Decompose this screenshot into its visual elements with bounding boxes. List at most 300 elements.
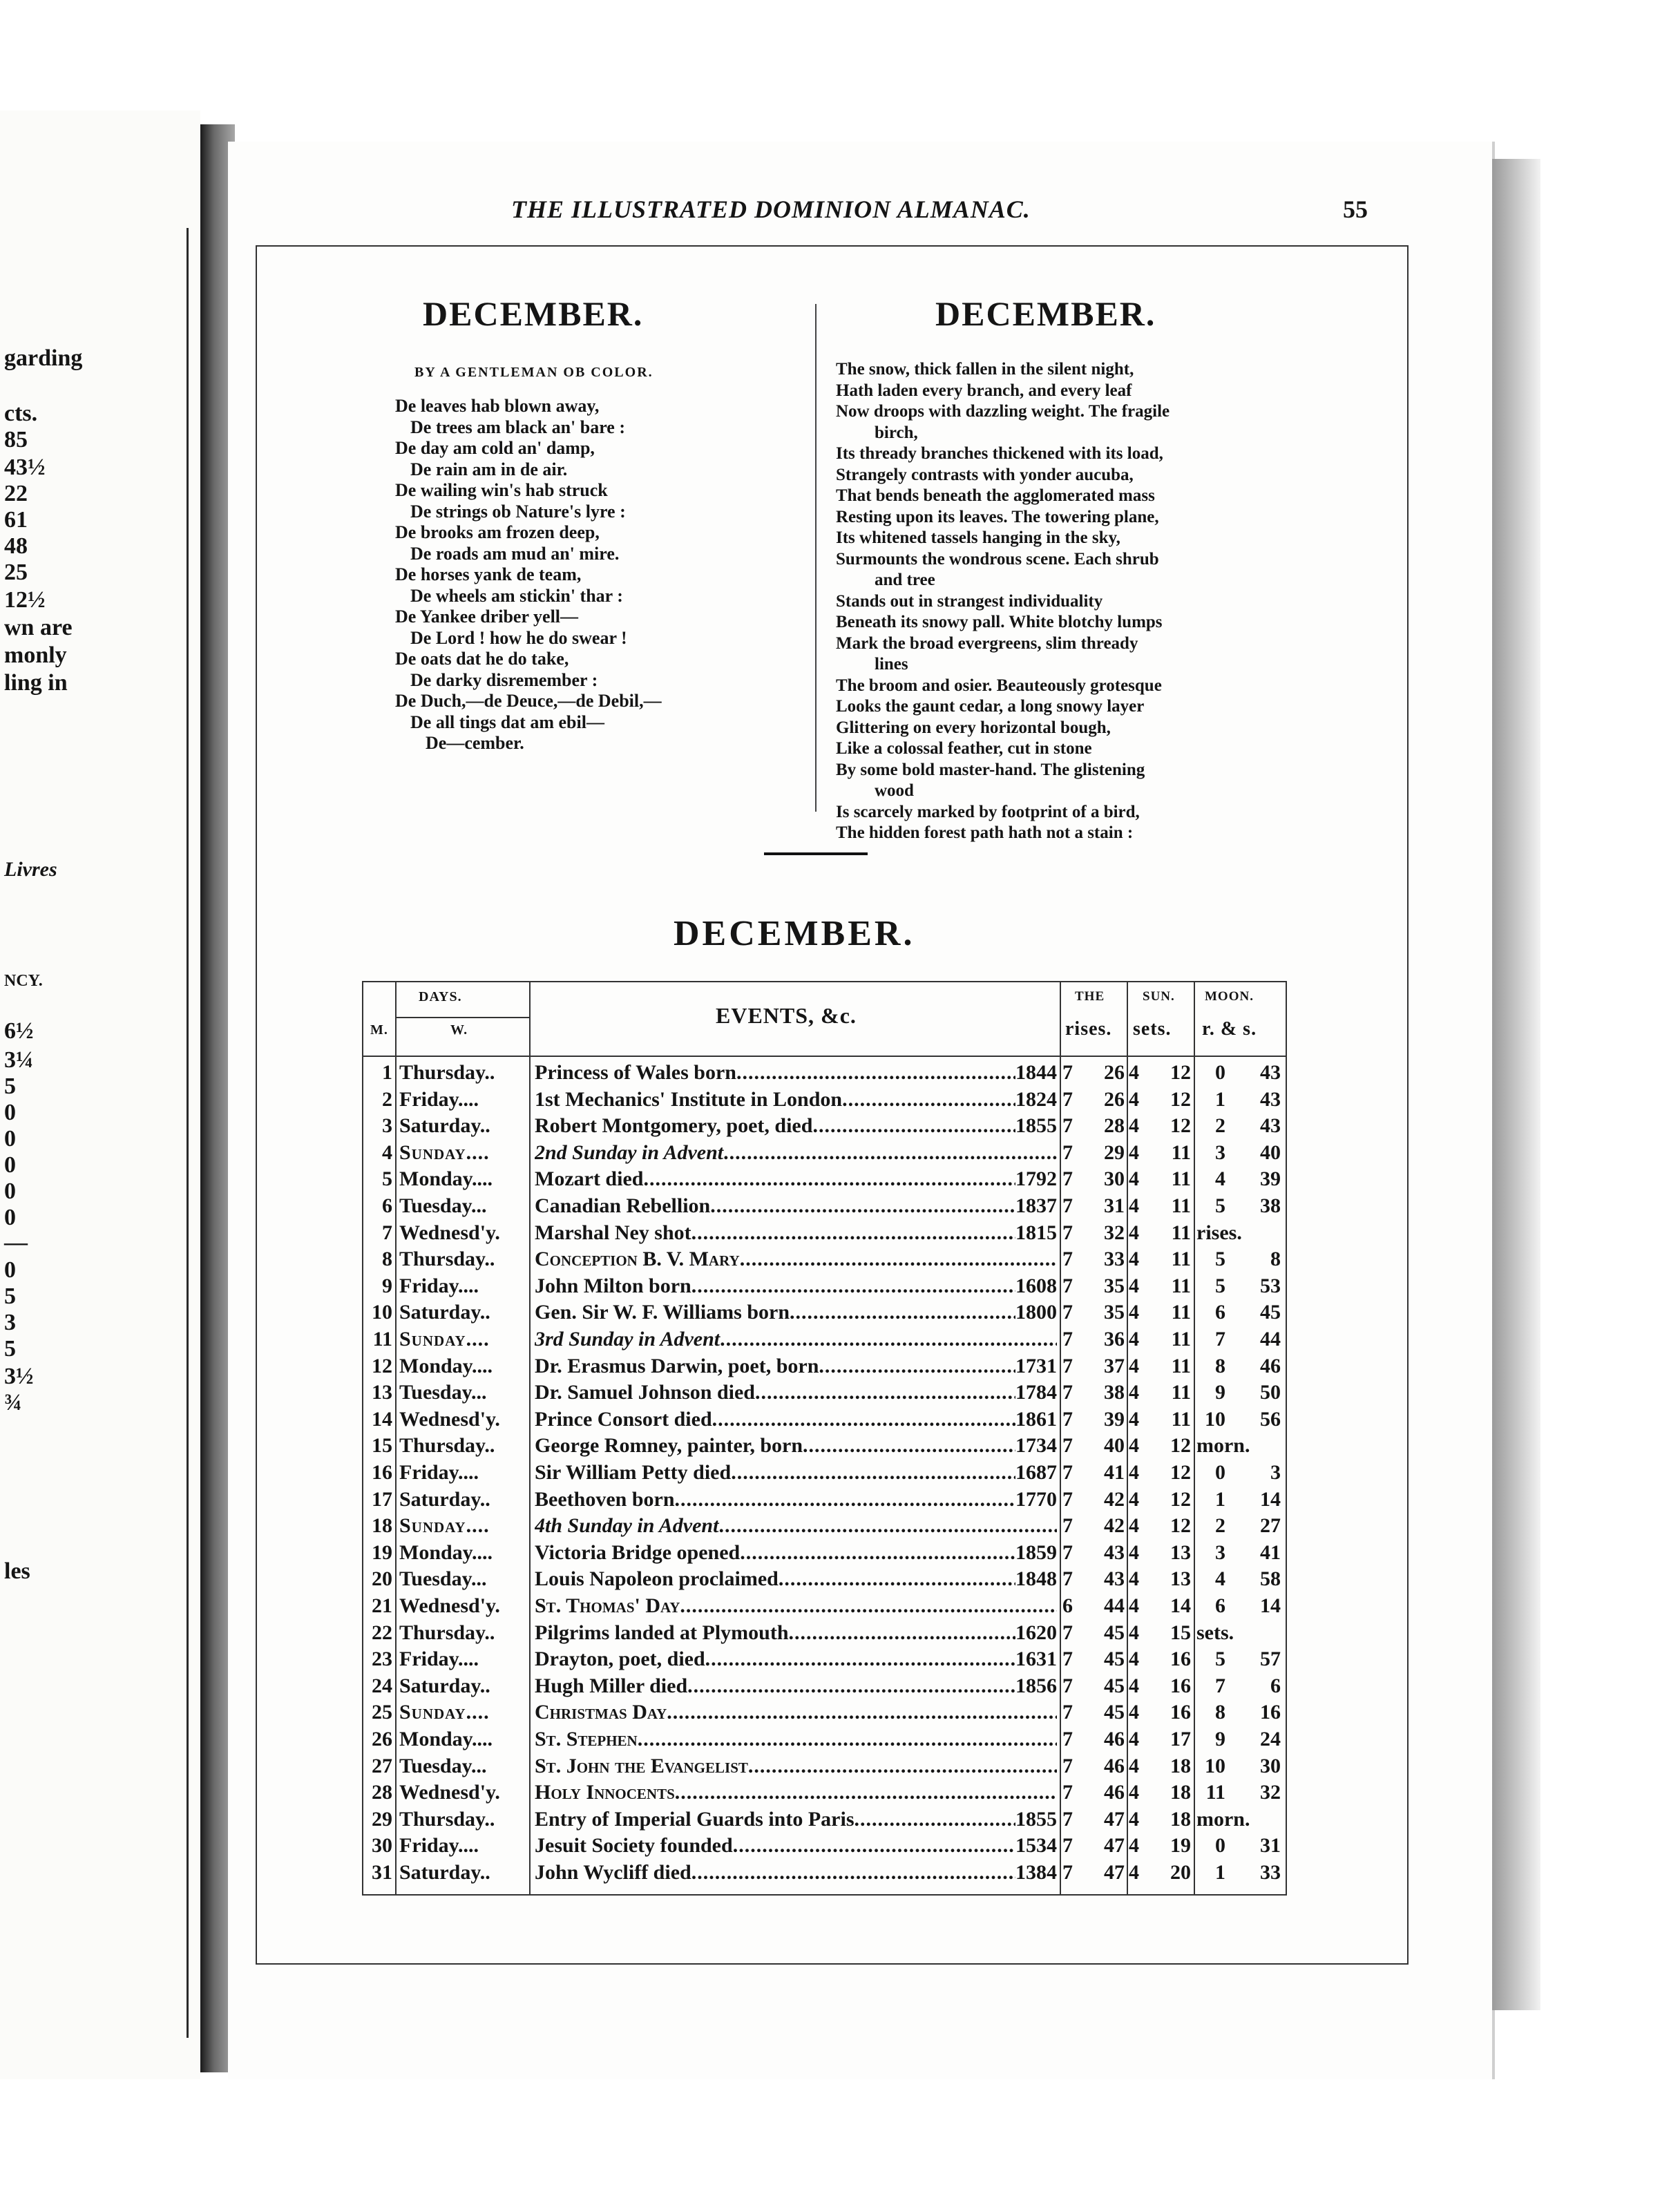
weekday: Friday.... bbox=[399, 1087, 479, 1111]
left-page-fragment-text: wn are bbox=[4, 615, 73, 640]
sun-set-hour: 4 bbox=[1129, 1381, 1139, 1404]
left-page-fragment-text: 48 bbox=[4, 533, 28, 559]
table-row bbox=[363, 1779, 1286, 1806]
sun-rise-min: 35 bbox=[1104, 1274, 1125, 1297]
left-page-fragment-text: 61 bbox=[4, 507, 28, 533]
sun-set-hour: 4 bbox=[1129, 1434, 1139, 1458]
event-name: Louis Napoleon proclaimed bbox=[535, 1567, 779, 1591]
sun-rise-hour: 7 bbox=[1062, 1834, 1073, 1858]
moon-min: 6 bbox=[1270, 1674, 1281, 1697]
sun-set-min: 16 bbox=[1170, 1648, 1191, 1671]
poem-line: Its whitened tassels hanging in the sky, bbox=[836, 528, 1120, 547]
event-name: 1st Mechanics' Institute in London bbox=[535, 1087, 843, 1111]
table-row bbox=[363, 1646, 1286, 1673]
poem-line: The broom and osier. Beauteously grotesque bbox=[836, 676, 1162, 695]
sun-rise-hour: 7 bbox=[1062, 1567, 1073, 1591]
sun-set-min: 18 bbox=[1170, 1781, 1191, 1804]
sun-rise-hour: 7 bbox=[1062, 1434, 1073, 1458]
sun-set-hour: 4 bbox=[1129, 1487, 1139, 1511]
poem-line: Resting upon its leaves. The towering plane, bbox=[836, 507, 1159, 526]
event-name: Canadian Rebellion bbox=[535, 1194, 711, 1217]
sun-set-hour: 4 bbox=[1129, 1221, 1139, 1244]
sun-rise-min: 36 bbox=[1104, 1328, 1125, 1350]
moon-hour: 7 bbox=[1215, 1328, 1225, 1350]
event-cell bbox=[535, 1193, 1057, 1220]
event-cell bbox=[535, 1513, 1057, 1540]
leader-dots bbox=[691, 1860, 1015, 1887]
weekday: Wednesd'y. bbox=[399, 1594, 500, 1617]
weekday: Monday.... bbox=[399, 1167, 493, 1191]
moon-hour: 4 bbox=[1215, 1567, 1225, 1591]
calendar-title: DECEMBER. bbox=[674, 914, 915, 953]
left-page-fragment-text: 3¼ bbox=[4, 1047, 34, 1073]
event-cell bbox=[535, 1699, 1057, 1726]
day-of-month: 12 bbox=[372, 1354, 392, 1377]
sun-rise-min: 33 bbox=[1104, 1248, 1125, 1271]
moon-min: 14 bbox=[1260, 1594, 1281, 1617]
weekday: Saturday.. bbox=[399, 1861, 490, 1884]
sun-rise-min: 32 bbox=[1104, 1221, 1125, 1244]
event-year: 1855 bbox=[1015, 1807, 1057, 1831]
sun-set-min: 12 bbox=[1170, 1461, 1191, 1484]
sun-set-min: 12 bbox=[1170, 1434, 1191, 1458]
event-cell bbox=[535, 1433, 1057, 1460]
event-name: Entry of Imperial Guards into Paris bbox=[535, 1807, 855, 1831]
poem-line: Is scarcely marked by footprint of a bird, bbox=[836, 802, 1140, 821]
events-header: EVENTS, &c. bbox=[716, 1003, 857, 1028]
sun-rise-hour: 7 bbox=[1062, 1194, 1073, 1217]
table-row bbox=[363, 1353, 1286, 1380]
poem-line: The hidden forest path hath not a stain : bbox=[836, 823, 1134, 842]
poem-line: Surmounts the wondrous scene. Each shrub bbox=[836, 549, 1159, 569]
moon-hour: 5 bbox=[1215, 1274, 1225, 1297]
sun-rise-min: 26 bbox=[1104, 1061, 1125, 1084]
sun-set-hour: 4 bbox=[1129, 1061, 1139, 1084]
sun-rise-min: 41 bbox=[1104, 1461, 1125, 1484]
sun-rise-min: 47 bbox=[1104, 1861, 1125, 1884]
poem-line: De Duch,—de Deuce,—de Debil,— bbox=[395, 691, 662, 711]
weekday: Thursday.. bbox=[399, 1807, 495, 1831]
poem-right bbox=[836, 359, 1170, 844]
event-name: Conception B. V. Mary bbox=[535, 1248, 740, 1271]
page-edge-shadow bbox=[1492, 159, 1540, 2010]
left-page-fragment-text: ling in bbox=[4, 670, 68, 696]
sun-set-min: 12 bbox=[1170, 1514, 1191, 1538]
left-page-fragment-text: 5 bbox=[4, 1336, 16, 1362]
day-of-month: 20 bbox=[372, 1567, 392, 1591]
moon-min: 39 bbox=[1260, 1167, 1281, 1191]
table-row bbox=[363, 1726, 1286, 1753]
leader-dots bbox=[803, 1433, 1015, 1460]
leader-dots bbox=[667, 1699, 1057, 1726]
moon-hour: 0 bbox=[1215, 1461, 1225, 1484]
sun-set-min: 11 bbox=[1171, 1248, 1191, 1271]
leader-dots bbox=[718, 1513, 1057, 1540]
event-cell bbox=[535, 1806, 1057, 1833]
days-header: DAYS. bbox=[419, 989, 462, 1004]
leader-dots bbox=[723, 1140, 1057, 1167]
poem-line: De leaves hab blown away, bbox=[395, 396, 600, 416]
day-of-month: 28 bbox=[372, 1781, 392, 1804]
table-row bbox=[363, 1860, 1286, 1887]
leader-dots bbox=[755, 1380, 1015, 1406]
leader-dots bbox=[740, 1540, 1015, 1567]
event-year: 1848 bbox=[1015, 1567, 1057, 1591]
moon-min: 57 bbox=[1260, 1648, 1281, 1671]
sun-rise-hour: 7 bbox=[1062, 1354, 1073, 1377]
sun-set-hour: 4 bbox=[1129, 1140, 1139, 1164]
leader-dots bbox=[675, 1779, 1057, 1806]
sun-set-hour: 4 bbox=[1129, 1781, 1139, 1804]
moon-hour: 5 bbox=[1215, 1194, 1225, 1217]
table-row bbox=[363, 1699, 1286, 1726]
running-header: THE ILLUSTRATED DOMINION ALMANAC. bbox=[511, 195, 1031, 223]
leader-dots bbox=[691, 1273, 1015, 1300]
day-of-month: 18 bbox=[372, 1514, 392, 1538]
leader-dots bbox=[680, 1593, 1057, 1620]
sun-set-min: 12 bbox=[1170, 1061, 1191, 1084]
left-page-rule bbox=[187, 228, 189, 2038]
sun-rise-min: 40 bbox=[1104, 1434, 1125, 1458]
sun-rise-hour: 7 bbox=[1062, 1114, 1073, 1138]
sun-set-min: 20 bbox=[1170, 1861, 1191, 1884]
sun-rise-min: 45 bbox=[1104, 1648, 1125, 1671]
day-of-month: 2 bbox=[382, 1087, 392, 1111]
left-page-fragment-text: garding bbox=[4, 345, 83, 371]
poem-line: wood bbox=[875, 781, 914, 800]
sun-rise-min: 45 bbox=[1104, 1701, 1125, 1724]
sun-set-min: 11 bbox=[1171, 1274, 1191, 1297]
sun-rise-hour: 7 bbox=[1062, 1540, 1073, 1564]
sun-set-hour: 4 bbox=[1129, 1648, 1139, 1671]
sun-rise-hour: 7 bbox=[1062, 1487, 1073, 1511]
event-name: Dr. Erasmus Darwin, poet, born bbox=[535, 1354, 819, 1377]
sun-set-min: 12 bbox=[1170, 1087, 1191, 1111]
moon-header: MOON. bbox=[1205, 989, 1254, 1004]
event-name: John Wycliff died bbox=[535, 1861, 691, 1884]
table-row bbox=[363, 1433, 1286, 1460]
sun-rise-hour: 7 bbox=[1062, 1328, 1073, 1350]
table-row bbox=[363, 1113, 1286, 1140]
event-year: 1856 bbox=[1015, 1674, 1057, 1697]
event-cell bbox=[535, 1273, 1057, 1300]
left-page-fragment-text: Livres bbox=[4, 858, 57, 881]
weekday: Saturday.. bbox=[399, 1487, 490, 1511]
sun-rise-hour: 7 bbox=[1062, 1061, 1073, 1084]
table-row bbox=[363, 1246, 1286, 1273]
table-row bbox=[363, 1166, 1286, 1193]
sun-rise-hour: 7 bbox=[1062, 1301, 1073, 1324]
poem-line: Hath laden every branch, and every leaf bbox=[836, 381, 1132, 400]
event-name: Dr. Samuel Johnson died bbox=[535, 1381, 755, 1404]
sun-set-hour: 4 bbox=[1129, 1807, 1139, 1831]
page-number: 55 bbox=[1343, 195, 1368, 223]
event-year: 1859 bbox=[1015, 1540, 1057, 1564]
event-cell bbox=[535, 1487, 1057, 1514]
sun-rise-hour: 7 bbox=[1062, 1381, 1073, 1404]
weekday: Thursday.. bbox=[399, 1061, 495, 1084]
poem-line: Beneath its snowy pall. White blotchy lumps bbox=[836, 613, 1163, 631]
weekday: Saturday.. bbox=[399, 1301, 490, 1324]
header-rule bbox=[395, 1017, 529, 1018]
event-year: 1844 bbox=[1015, 1061, 1057, 1084]
sun-rise-hour: 7 bbox=[1062, 1781, 1073, 1804]
left-page-fragment-text: — bbox=[4, 1230, 28, 1255]
moon-hour: 8 bbox=[1215, 1701, 1225, 1724]
sun-set-hour: 4 bbox=[1129, 1114, 1139, 1138]
leader-dots bbox=[731, 1460, 1015, 1487]
left-page-fragment-text: 0 bbox=[4, 1126, 16, 1152]
sun-rise-hour: 7 bbox=[1062, 1648, 1073, 1671]
sun-rise-min: 45 bbox=[1104, 1674, 1125, 1697]
leader-dots bbox=[691, 1220, 1015, 1247]
leader-dots bbox=[736, 1060, 1015, 1087]
event-cell bbox=[535, 1646, 1057, 1673]
event-cell bbox=[535, 1460, 1057, 1487]
moon-hour: 10 bbox=[1205, 1407, 1225, 1431]
sun-set-hour: 4 bbox=[1129, 1674, 1139, 1697]
weekday: Tuesday... bbox=[399, 1194, 487, 1217]
moon-min: 24 bbox=[1260, 1728, 1281, 1750]
sun-rise-min: 46 bbox=[1104, 1781, 1125, 1804]
left-page-fragment-text: 6½ bbox=[4, 1018, 34, 1044]
event-name: Gen. Sir W. F. Williams born bbox=[535, 1301, 790, 1324]
sun-set-min: 11 bbox=[1171, 1381, 1191, 1404]
weekday: Sunday.... bbox=[399, 1328, 490, 1350]
left-page-fragment-text: 5 bbox=[4, 1073, 16, 1099]
rises-header: rises. bbox=[1065, 1018, 1112, 1040]
poem-line: De darky disremember : bbox=[410, 669, 598, 690]
sun-set-hour: 4 bbox=[1129, 1621, 1139, 1644]
event-cell bbox=[535, 1673, 1057, 1700]
event-cell bbox=[535, 1833, 1057, 1860]
event-name: 2nd Sunday in Advent bbox=[535, 1140, 724, 1164]
sun-set-min: 11 bbox=[1171, 1140, 1191, 1164]
left-page-fragment-text: NCY. bbox=[4, 972, 43, 990]
leader-dots bbox=[720, 1326, 1057, 1353]
day-of-month: 5 bbox=[382, 1167, 392, 1191]
day-of-month: 25 bbox=[372, 1701, 392, 1724]
left-page-fragment-text: 43½ bbox=[4, 455, 46, 480]
left-page-fragment-text: 3 bbox=[4, 1310, 16, 1335]
moon-min: 53 bbox=[1260, 1274, 1281, 1297]
weekday: Thursday.. bbox=[399, 1434, 495, 1458]
event-name: St. Stephen bbox=[535, 1728, 638, 1750]
event-cell bbox=[535, 1299, 1057, 1326]
the-header: THE bbox=[1075, 989, 1105, 1004]
left-page-fragment-text: cts. bbox=[4, 401, 38, 426]
moon-hour: 1 bbox=[1215, 1087, 1225, 1111]
day-of-month: 19 bbox=[372, 1540, 392, 1564]
table-row bbox=[363, 1620, 1286, 1647]
table-row bbox=[363, 1673, 1286, 1700]
poem-line: By some bold master-hand. The glistening bbox=[836, 760, 1145, 779]
sun-rise-min: 29 bbox=[1104, 1140, 1125, 1164]
event-cell bbox=[535, 1726, 1057, 1753]
moon-min: 45 bbox=[1260, 1301, 1281, 1324]
poem-line: Its thready branches thickened with its load, bbox=[836, 444, 1163, 463]
day-of-month: 27 bbox=[372, 1754, 392, 1777]
poem-line: De oats dat he do take, bbox=[395, 649, 569, 669]
sun-set-min: 15 bbox=[1170, 1621, 1191, 1644]
day-of-month: 7 bbox=[382, 1221, 392, 1244]
sun-set-min: 18 bbox=[1170, 1754, 1191, 1777]
event-cell bbox=[535, 1779, 1057, 1806]
event-year: 1824 bbox=[1015, 1087, 1057, 1111]
sun-rise-min: 46 bbox=[1104, 1728, 1125, 1750]
day-of-month: 22 bbox=[372, 1621, 392, 1644]
weekday: Sunday.... bbox=[399, 1701, 490, 1724]
day-of-month: 9 bbox=[382, 1274, 392, 1297]
left-page-fragment-text: 0 bbox=[4, 1257, 16, 1283]
weekday: Saturday.. bbox=[399, 1114, 490, 1138]
poem-line: and tree bbox=[875, 571, 935, 589]
weekday: Sunday.... bbox=[399, 1140, 490, 1164]
sun-rise-min: 44 bbox=[1104, 1594, 1125, 1617]
moon-hour: 3 bbox=[1215, 1540, 1225, 1564]
moon-min: 43 bbox=[1260, 1087, 1281, 1111]
moon-note: morn. bbox=[1196, 1807, 1250, 1831]
event-year: 1784 bbox=[1015, 1381, 1057, 1404]
moon-hour: 1 bbox=[1215, 1487, 1225, 1511]
weekday: Wednesd'y. bbox=[399, 1781, 500, 1804]
sun-rise-min: 43 bbox=[1104, 1540, 1125, 1564]
event-year: 1770 bbox=[1015, 1487, 1057, 1511]
event-name: Beethoven born bbox=[535, 1487, 675, 1511]
sun-rise-hour: 7 bbox=[1062, 1754, 1073, 1777]
leader-dots bbox=[705, 1646, 1015, 1673]
table-row bbox=[363, 1140, 1286, 1167]
sun-rise-min: 37 bbox=[1104, 1354, 1125, 1377]
leader-dots bbox=[710, 1193, 1015, 1220]
event-year: 1534 bbox=[1015, 1834, 1057, 1858]
moon-min: 14 bbox=[1260, 1487, 1281, 1511]
sun-rise-min: 43 bbox=[1104, 1567, 1125, 1591]
left-page-fragment-text: monly bbox=[4, 642, 67, 668]
event-year: 1837 bbox=[1015, 1194, 1057, 1217]
moon-hour: 9 bbox=[1215, 1381, 1225, 1404]
leader-dots bbox=[842, 1087, 1015, 1114]
moon-hour: 11 bbox=[1205, 1781, 1225, 1804]
sun-rise-min: 26 bbox=[1104, 1087, 1125, 1111]
weekday: Friday.... bbox=[399, 1834, 479, 1858]
poem-line: De wailing win's hab struck bbox=[395, 480, 608, 500]
left-page-fragment-text: 25 bbox=[4, 560, 28, 585]
event-name: Drayton, poet, died bbox=[535, 1648, 705, 1671]
sun-set-hour: 4 bbox=[1129, 1701, 1139, 1724]
poem-line: De wheels am stickin' thar : bbox=[410, 585, 623, 606]
sun-header: SUN. bbox=[1143, 989, 1175, 1004]
event-year: 1731 bbox=[1015, 1354, 1057, 1377]
left-page-fragment-text: 12½ bbox=[4, 587, 46, 613]
day-of-month: 16 bbox=[372, 1461, 392, 1484]
moon-note: sets. bbox=[1196, 1621, 1234, 1644]
moon-hour: 8 bbox=[1215, 1354, 1225, 1377]
sun-set-hour: 4 bbox=[1129, 1087, 1139, 1111]
sun-rise-hour: 6 bbox=[1062, 1594, 1073, 1617]
moon-note: morn. bbox=[1196, 1434, 1250, 1458]
sun-set-hour: 4 bbox=[1129, 1594, 1139, 1617]
sun-rise-hour: 7 bbox=[1062, 1248, 1073, 1271]
leader-dots bbox=[638, 1726, 1057, 1753]
leader-dots bbox=[812, 1113, 1015, 1140]
poem-left-byline: BY A GENTLEMAN OB COLOR. bbox=[414, 365, 653, 380]
poem-left bbox=[395, 396, 662, 754]
poem-right-heading: DECEMBER. bbox=[935, 294, 1156, 333]
event-name: Sir William Petty died bbox=[535, 1461, 732, 1484]
sun-set-hour: 4 bbox=[1129, 1354, 1139, 1377]
day-of-month: 3 bbox=[382, 1114, 392, 1138]
sun-set-hour: 4 bbox=[1129, 1514, 1139, 1538]
table-row bbox=[363, 1299, 1286, 1326]
leader-dots bbox=[740, 1246, 1057, 1273]
moon-hour: 5 bbox=[1215, 1648, 1225, 1671]
weekday: Friday.... bbox=[399, 1461, 479, 1484]
moon-min: 30 bbox=[1260, 1754, 1281, 1777]
event-name: Victoria Bridge opened bbox=[535, 1540, 741, 1564]
moon-min: 43 bbox=[1260, 1061, 1281, 1084]
sun-set-min: 11 bbox=[1171, 1221, 1191, 1244]
sun-set-hour: 4 bbox=[1129, 1328, 1139, 1350]
weekday: Tuesday... bbox=[399, 1754, 487, 1777]
sun-set-hour: 4 bbox=[1129, 1301, 1139, 1324]
day-of-month: 13 bbox=[372, 1381, 392, 1404]
poem-line: De roads am mud an' mire. bbox=[410, 543, 620, 564]
sun-rise-min: 47 bbox=[1104, 1834, 1125, 1858]
sun-rise-hour: 7 bbox=[1062, 1461, 1073, 1484]
event-name: Jesuit Society founded bbox=[535, 1834, 733, 1858]
event-name: Marshal Ney shot bbox=[535, 1221, 691, 1244]
poem-line: That bends beneath the agglomerated mass bbox=[836, 486, 1155, 505]
day-of-month: 8 bbox=[382, 1248, 392, 1271]
table-row bbox=[363, 1380, 1286, 1406]
moon-min: 43 bbox=[1260, 1114, 1281, 1138]
calendar-table bbox=[362, 981, 1287, 1896]
poem-line: De brooks am frozen deep, bbox=[395, 522, 600, 542]
table-row bbox=[363, 1087, 1286, 1114]
event-name: Princess of Wales born bbox=[535, 1061, 736, 1084]
sun-rise-hour: 7 bbox=[1062, 1861, 1073, 1884]
event-year: 1800 bbox=[1015, 1301, 1057, 1324]
weekday: Monday.... bbox=[399, 1540, 493, 1564]
poem-line: Like a colossal feather, cut in stone bbox=[836, 739, 1092, 758]
sun-rise-hour: 7 bbox=[1062, 1674, 1073, 1697]
day-of-month: 10 bbox=[372, 1301, 392, 1324]
day-of-month: 17 bbox=[372, 1487, 392, 1511]
poem-line: De day am cold an' damp, bbox=[395, 438, 595, 458]
sun-set-hour: 4 bbox=[1129, 1567, 1139, 1591]
event-year: 1815 bbox=[1015, 1221, 1057, 1244]
sun-rise-min: 42 bbox=[1104, 1514, 1125, 1538]
poem-line: Mark the broad evergreens, slim thready bbox=[836, 633, 1138, 653]
sun-rise-hour: 7 bbox=[1062, 1140, 1073, 1164]
poem-line: De all tings dat am ebil— bbox=[410, 712, 604, 732]
sun-rise-min: 42 bbox=[1104, 1487, 1125, 1511]
sun-set-hour: 4 bbox=[1129, 1194, 1139, 1217]
table-row bbox=[363, 1460, 1286, 1487]
sun-set-min: 11 bbox=[1171, 1194, 1191, 1217]
event-cell bbox=[535, 1326, 1057, 1353]
poem-left-heading: DECEMBER. bbox=[423, 294, 644, 333]
table-row bbox=[363, 1193, 1286, 1220]
poem-line: Glittering on every horizontal bough, bbox=[836, 718, 1111, 737]
poem-line: Strangely contrasts with yonder aucuba, bbox=[836, 465, 1134, 484]
table-row bbox=[363, 1806, 1286, 1833]
poem-line: birch, bbox=[875, 423, 918, 442]
day-of-month: 24 bbox=[372, 1674, 392, 1697]
sun-rise-min: 45 bbox=[1104, 1621, 1125, 1644]
sun-set-min: 17 bbox=[1170, 1728, 1191, 1750]
